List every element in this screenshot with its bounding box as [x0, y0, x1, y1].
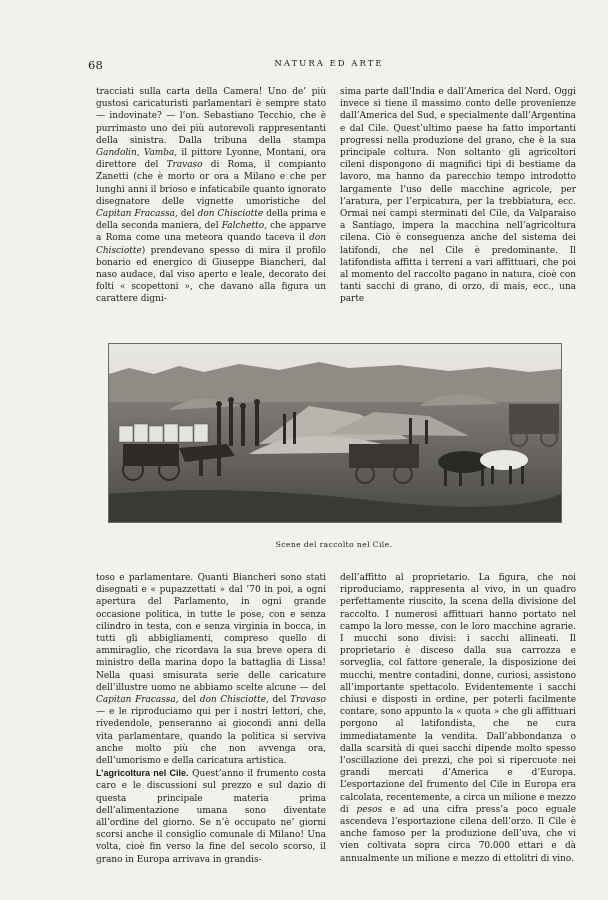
paragraph [96, 572, 326, 767]
italic-title: don Chisciotte [197, 209, 264, 220]
figure-caption: Scene del raccolto nel Cile. [275, 540, 393, 549]
text-run: ) prendevano spesso di mira il profilo bonario ed energico di Giuseppe Biancheri, dal naso audace, dal viso aperto e leale, decorato dei folti « scopettoni », che davano alla figura un carattere digni- [96, 245, 326, 305]
text-run: sima parte dall’India e dall’America del Nord. Oggi invece si tiene il massimo conto delle provenienze dall’America del Sud, e specialmente dall’Argentina e dal Cile. Quest’ultimo paese ha fatto importanti progressi nella produzione del grano, che è la sua principale coltura. Non soltanto gli agricoltori cileni dispongono di magnifici tipi di bestiame da lavoro, ma hanno da parecchio tempo introdotto largamente l’uso delle macchine agricole, per l’aratura, per l’erpicatura, per la trebbiatura, ecc. Ormai nei campi sterminati del Cile, da Valparaiso a Santiago, impera la macchina nell’agricoltura cilena. Ciò è conseguenza anche del sistema dei latifondi, che nel Cile è predominante. Il latifondista affitta i terreni a vari affittuari, che poi al momento del raccolto pagano in natura, cioè con tanti sacchi di grano, di orzo, di mais, ecc., una parte [340, 87, 576, 305]
running-title: NATURA ED ARTE [274, 59, 384, 69]
page-header [88, 58, 570, 72]
text-run: della prima e della seconda maniera, del [96, 209, 326, 232]
text-run: dell’affitto al proprietario. La figura, che noi riproduciamo, rappresenta al vivo, in un quadro perfettamente riuscito, la scena della divisione del raccolto. I numerosi affittuari hanno portato nel campo la loro messe, con le loro macchine agrarie. I mucchi sono divisi: i sacchi allineati. Il proprietario è disceso dalla sua carrozza e sorveglia, col fattore generale, la disposizione dei mucchi, mentre contadini, donne, curiosi, assistono all’importante spettacolo. Evidentemente i sacchi chiusi e disposti in ordine, per poterli facilmente contare, sono appunto la « quota » che gli affittuari porgono al latifondista, che ne cura immediatamente la vendita. Dall’abbondanza o dalla scarsità di quei sacchi dipende molto spesso l’oscillazione dei prezzi, che poi si ripercuote nei grandi mercati d’America e d’Europa. L’esportazione del frumento del Cile in Europa era calcolata, recentemente, a circa un milione e mezzo di [340, 573, 576, 815]
italic-title: Travaso [166, 160, 203, 171]
text-run: del [178, 695, 200, 706]
column-top-right [340, 86, 576, 306]
paragraph [96, 767, 326, 866]
text-run: che apparve a Roma come una meteora quando taceva il [96, 221, 326, 244]
text-run: di Roma, il compianto Zanetti (che è morto or ora a Milano e che per lunghi anni il brioso e infaticabile quanto ignorato disegnatore delle vignette umoristiche del [96, 160, 326, 207]
text-run: tracciati sulla carta della Camera! Uno de’ più gustosi caricaturisti parlamentari è sempre stato — indovinate? — l’on. Sebastiano Tecchio, che è purrimasto uno dei più autorevoli rappresentanti della sinistra. Dalla tribuna della stampa [96, 87, 326, 146]
text-run: e ad una cifra press’a poco eguale ascendeva l’esportazione cilena dell’orzo. Il Cile è anche famoso per la produzione dell’uva, che vi vien coltivata sopra circa 70.000 ettari e dà annualmente un milione e mezzo di ettolitri di vino. [340, 804, 577, 864]
column-bottom-left [96, 572, 326, 866]
page-number: 68 [88, 58, 104, 72]
column-bottom-right [340, 572, 576, 865]
italic-title: don Chisciotte [96, 233, 326, 256]
text-run: il pittore Lyonne, Montani, ora direttore del [96, 148, 326, 171]
paragraph [340, 86, 576, 306]
text-run: toso e parlamentare. Quanti Biancheri sono stati disegnati e « pupazzettati » dal ’70 in poi, a ogni apertura del Parlamento, in ogni grande occasione politica, in tutte le pose, con e senza cilindro in testa, con e senza virginia in bocca, in tutti gli abbigliamenti, compreso quello di ammiraglio, che ricordava la sua breve opera di ministro della marina dopo la battaglia di Lissa! Nella quasi smisurata serie delle caricature dell’illustre uomo ne abbiamo scelte alcune — del [96, 573, 326, 693]
italic-title: Capitan Fracassa, [96, 695, 179, 706]
text-run: del [268, 695, 291, 706]
text-run: del [177, 209, 198, 220]
column-top-left [96, 86, 326, 306]
section-heading: L’agricoltura nel Cile. [96, 768, 189, 779]
italic-title: Gandolin, Vamba, [96, 148, 178, 159]
paragraph [96, 86, 326, 306]
harvest-photograph [108, 343, 562, 523]
text-run: Quest’anno il frumento costa caro e le discussioni sul prezzo e sul dazio di questa principale materia prima dell’alimentazione umana sono diventate all’ordine del giorno. Se n’è occupato ne’ giorni scorsi anche il consiglio comunale di Milano! Una volta, cioè fin verso la fine del secolo scorso, il grano in Europa arrivava in grandis- [96, 769, 326, 865]
italic-title: pesos [356, 804, 383, 815]
italic-title: Travaso [290, 695, 326, 706]
italic-title: Capitan Fracassa, [96, 209, 178, 220]
section-text [96, 769, 326, 864]
text-run: — e le riproduciamo qui per i nostri lettori, che, rivedendole, penseranno ai giocondi anni della vita parlamentare, quando la politica si serviva anche molto più che non avvenga ora, dell’umorismo e della caricatura artistica. [96, 707, 326, 767]
italic-title: Falchetto, [221, 221, 267, 232]
italic-title: don Chisciotte, [199, 695, 269, 706]
paragraph [340, 572, 576, 865]
